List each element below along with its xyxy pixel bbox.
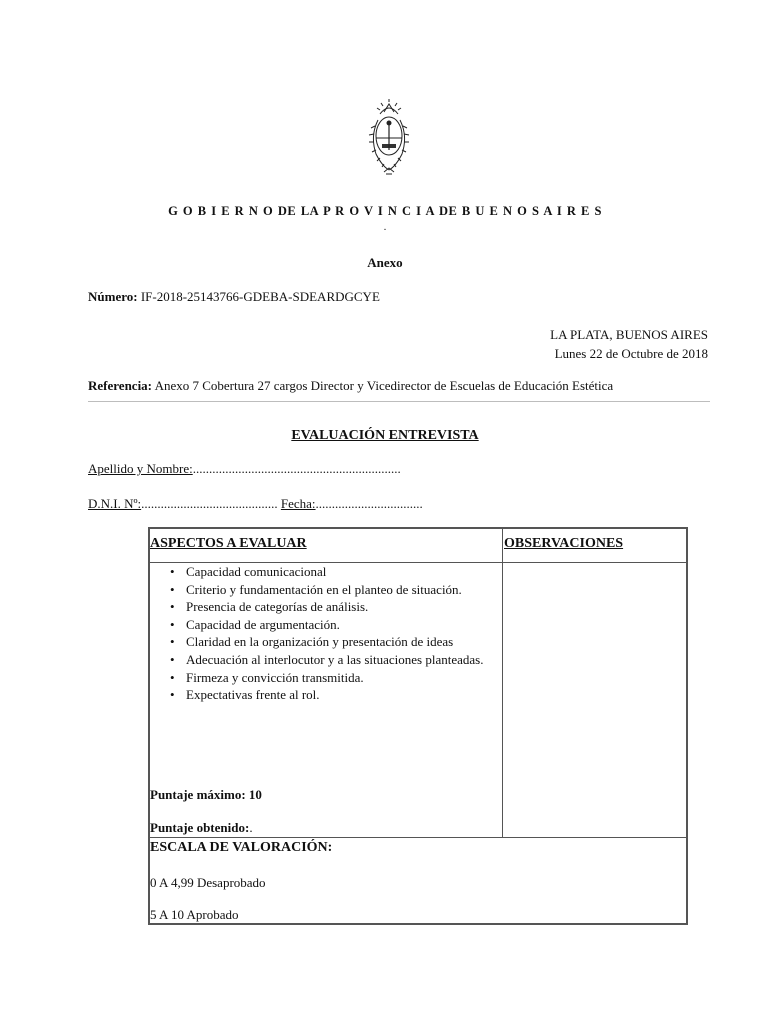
dni-blank: ..........................................: [141, 496, 278, 511]
separator-line: [88, 401, 710, 402]
obtained-label: Puntaje obtenido:: [150, 820, 250, 835]
city: LA PLATA, BUENOS AIRES: [550, 327, 708, 342]
list-item: • Capacidad comunicacional: [186, 563, 496, 581]
obtained-score: [150, 820, 253, 836]
reference-value: Anexo 7 Cobertura 27 cargos Director y Vicedirector de Escuelas de Educación Estética: [154, 378, 614, 393]
observations-header: OBSERVACIONES: [504, 536, 624, 551]
fecha-blank: .................................: [315, 496, 423, 511]
list-item: • Capacidad de argumentación.: [186, 616, 496, 634]
evaluation-title: EVALUACIÓN ENTREVISTA: [291, 428, 479, 443]
numero-label: Número:: [88, 289, 138, 304]
date: Lunes 22 de Octubre de 2018: [554, 346, 708, 361]
coat-of-arms-icon: [366, 96, 412, 180]
government-title: G O B I E R N O DE LA P R O V I N C I A DE B U E N O S A I R E S: [168, 204, 602, 218]
numero-value: IF-2018-25143766-GDEBA-SDEARDGCYE: [140, 289, 380, 304]
list-item: • Expectativas frente al rol.: [186, 686, 496, 704]
list-item: • Firmeza y convicción transmitida.: [186, 669, 496, 687]
document-number: [88, 289, 380, 305]
name-blank: ................................................................: [192, 461, 401, 476]
max-score: Puntaje máximo: 10: [150, 787, 262, 802]
scale-pass: 5 A 10 Aprobado: [150, 907, 239, 922]
aspects-list: [148, 563, 496, 704]
name-field: [88, 461, 401, 477]
fecha-label: Fecha:: [280, 496, 316, 511]
list-item: • Adecuación al interlocutor y a las situaciones planteadas.: [186, 651, 496, 669]
dni-label: D.N.I. Nº:: [88, 496, 142, 511]
name-label: Apellido y Nombre:: [88, 461, 193, 476]
scale-title: ESCALA DE VALORACIÓN:: [150, 840, 333, 855]
place-date: [550, 325, 708, 363]
list-item: • Claridad en la organización y presentación de ideas: [186, 633, 496, 651]
list-item: • Presencia de categorías de análisis.: [186, 598, 496, 616]
reference: [88, 378, 613, 394]
list-item: • Criterio y fundamentación en el planteo de situación.: [186, 581, 496, 599]
document-type: Anexo: [367, 255, 403, 270]
title-dot: .: [383, 222, 387, 233]
reference-label: Referencia:: [88, 378, 153, 393]
aspects-header: ASPECTOS A EVALUAR: [150, 536, 307, 551]
obtained-value: .: [249, 820, 253, 835]
evaluation-table: [148, 527, 688, 925]
dni-date-field: [88, 496, 423, 512]
scale-fail: 0 A 4,99 Desaprobado: [150, 875, 266, 890]
